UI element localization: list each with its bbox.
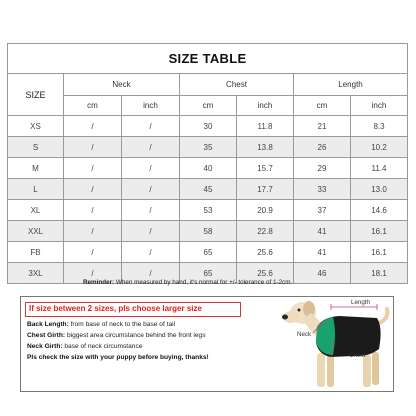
cell-chest-cm: 40 bbox=[180, 158, 237, 179]
length-group-header: Length bbox=[294, 74, 408, 96]
cell-neck-inch: / bbox=[122, 263, 180, 284]
cell-length-cm: 46 bbox=[294, 263, 351, 284]
cell-neck-cm: / bbox=[64, 116, 122, 137]
cell-neck-inch: / bbox=[122, 116, 180, 137]
cell-neck-inch: / bbox=[122, 200, 180, 221]
cell-neck-cm: / bbox=[64, 137, 122, 158]
cell-chest-cm: 45 bbox=[180, 179, 237, 200]
cell-chest-inch: 25.6 bbox=[237, 263, 294, 284]
cell-neck-cm: / bbox=[64, 242, 122, 263]
neck-girth-label: Neck Girth: bbox=[27, 343, 63, 350]
back-length-note bbox=[27, 321, 175, 328]
cell-chest-inch: 25.6 bbox=[237, 242, 294, 263]
cell-size: M bbox=[8, 158, 64, 179]
cell-length-cm: 29 bbox=[294, 158, 351, 179]
cell-size: XS bbox=[8, 116, 64, 137]
table-row bbox=[8, 200, 408, 221]
cell-size: L bbox=[8, 179, 64, 200]
cell-size: FB bbox=[8, 242, 64, 263]
cell-size: 3XL bbox=[8, 263, 64, 284]
cell-length-cm: 41 bbox=[294, 221, 351, 242]
back-length-label: Back Length: bbox=[27, 321, 69, 328]
size-table-body bbox=[8, 116, 408, 284]
cell-neck-cm: / bbox=[64, 158, 122, 179]
cell-chest-inch: 22.8 bbox=[237, 221, 294, 242]
table-title: SIZE TABLE bbox=[8, 44, 408, 74]
cell-length-cm: 26 bbox=[294, 137, 351, 158]
cell-length-inch: 14.6 bbox=[351, 200, 408, 221]
tolerance-reminder bbox=[83, 279, 292, 286]
chest-cm-header: cm bbox=[180, 96, 237, 116]
cell-size: S bbox=[8, 137, 64, 158]
reminder-text: When measured by hand, it's normal for +/- tolerance of 1-2cm. bbox=[114, 279, 293, 286]
table-row bbox=[8, 116, 408, 137]
table-row bbox=[8, 242, 408, 263]
chest-label: Chest bbox=[349, 352, 366, 359]
back-length-text: from base of neck to the base of tail bbox=[68, 321, 176, 328]
size-column-header: SIZE bbox=[8, 74, 64, 116]
cell-neck-inch: / bbox=[122, 158, 180, 179]
chest-girth-text: biggest area circumstance behind the front legs bbox=[65, 332, 206, 339]
length-inch-header: inch bbox=[351, 96, 408, 116]
table-row bbox=[8, 221, 408, 242]
cell-length-inch: 8.3 bbox=[351, 116, 408, 137]
size-table bbox=[7, 43, 408, 284]
cell-length-inch: 11.4 bbox=[351, 158, 408, 179]
cell-chest-inch: 20.9 bbox=[237, 200, 294, 221]
cell-chest-cm: 30 bbox=[180, 116, 237, 137]
cell-chest-cm: 35 bbox=[180, 137, 237, 158]
length-label: Length bbox=[351, 299, 370, 306]
table-row bbox=[8, 137, 408, 158]
cell-length-inch: 10.2 bbox=[351, 137, 408, 158]
chest-group-header: Chest bbox=[180, 74, 294, 96]
cell-length-inch: 16.1 bbox=[351, 221, 408, 242]
cell-length-cm: 37 bbox=[294, 200, 351, 221]
dog-measurement-illustration bbox=[273, 297, 393, 391]
warning-text: If size between 2 sizes, pls choose larger size bbox=[29, 304, 202, 313]
table-row bbox=[8, 158, 408, 179]
length-cm-header: cm bbox=[294, 96, 351, 116]
neck-group-header: Neck bbox=[64, 74, 180, 96]
size-info-box bbox=[20, 296, 394, 392]
dog-in-vest-image bbox=[273, 297, 393, 391]
cell-neck-cm: / bbox=[64, 263, 122, 284]
neck-label: Neck bbox=[297, 331, 312, 338]
cell-length-inch: 13.0 bbox=[351, 179, 408, 200]
cell-length-cm: 41 bbox=[294, 242, 351, 263]
cell-chest-inch: 17.7 bbox=[237, 179, 294, 200]
cell-length-cm: 33 bbox=[294, 179, 351, 200]
cell-neck-inch: / bbox=[122, 221, 180, 242]
cell-neck-inch: / bbox=[122, 179, 180, 200]
larger-size-warning bbox=[25, 302, 241, 317]
cell-neck-inch: / bbox=[122, 137, 180, 158]
cell-chest-cm: 58 bbox=[180, 221, 237, 242]
check-size-note: Pls check the size with your puppy before buying, thanks! bbox=[27, 354, 209, 361]
chest-girth-note bbox=[27, 332, 206, 339]
neck-inch-header: inch bbox=[122, 96, 180, 116]
neck-girth-text: base of neck circumstance bbox=[62, 343, 143, 350]
cell-chest-inch: 11.8 bbox=[237, 116, 294, 137]
cell-chest-cm: 65 bbox=[180, 263, 237, 284]
cell-neck-cm: / bbox=[64, 179, 122, 200]
cell-size: XL bbox=[8, 200, 64, 221]
cell-chest-cm: 53 bbox=[180, 200, 237, 221]
cell-size: XXL bbox=[8, 221, 64, 242]
cell-chest-cm: 65 bbox=[180, 242, 237, 263]
cell-length-cm: 21 bbox=[294, 116, 351, 137]
reminder-label: Reminder: bbox=[83, 279, 115, 286]
cell-neck-cm: / bbox=[64, 221, 122, 242]
chest-inch-header: inch bbox=[237, 96, 294, 116]
cell-chest-inch: 13.8 bbox=[237, 137, 294, 158]
cell-chest-inch: 15.7 bbox=[237, 158, 294, 179]
table-row bbox=[8, 179, 408, 200]
cell-neck-inch: / bbox=[122, 242, 180, 263]
cell-neck-cm: / bbox=[64, 200, 122, 221]
cell-length-inch: 16.1 bbox=[351, 242, 408, 263]
neck-cm-header: cm bbox=[64, 96, 122, 116]
neck-girth-note bbox=[27, 343, 142, 350]
chest-girth-label: Chest Girth: bbox=[27, 332, 66, 339]
cell-length-inch: 18.1 bbox=[351, 263, 408, 284]
